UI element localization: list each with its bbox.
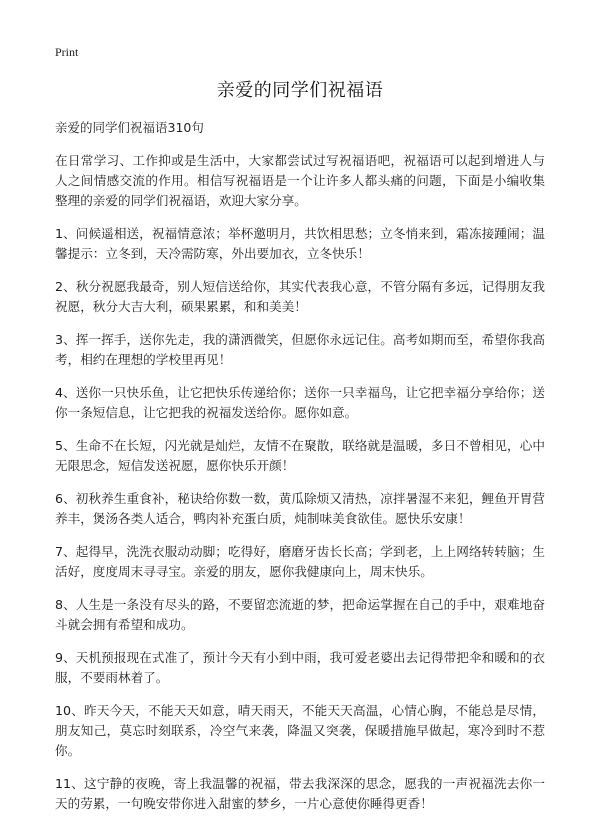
blessing-item-6: 6、初秋养生重食补，秘诀给你数一数，黄瓜除烦又清热，凉拌暑湿不来犯，鲤鱼开胃营养丰，煲汤各类人适合，鸭肉补充蛋白质，炖制味美食欲佳。愿快乐安康！: [55, 491, 545, 526]
blessing-item-9: 9、天机预报现在式准了，预计今天有小到中雨，我可爱老婆出去记得带把伞和暖和的衣服，不要雨林着了。: [55, 650, 545, 685]
blessing-item-1: 1、问候遥相送，祝福情意浓；举杯邀明月，共饮相思愁；立冬悄来到，霜冻接踵闹；温馨提示：立冬到，天冷需防寒，外出要加衣，立冬快乐！: [55, 226, 545, 261]
blessing-item-11: 11、这宁静的夜晚，寄上我温馨的祝福，带去我深深的思念，愿我的一声祝福洗去你一天的劳累，一句晚安带你进入甜蜜的梦乡，一片心意使你睡得更香！: [55, 776, 545, 811]
print-link[interactable]: Print: [55, 45, 79, 59]
article-body: [55, 151, 545, 827]
article-subtitle: 亲爱的同学们祝福语310句: [55, 120, 204, 135]
blessing-item-10: 10、昨天今天，不能天天如意，晴天雨天，不能天天高温，心情心胸，不能总是尽情，朋友知己，莫忘时刻联系，冷空气来袭，降温又突袭，保暖措施早做起，寒冷到时不惹你。: [55, 703, 545, 758]
page-title: 亲爱的同学们祝福语: [216, 80, 384, 101]
blessing-item-4: 4、送你一只快乐鱼，让它把快乐传递给你；送你一只幸福鸟，让它把幸福分享给你；送你一条短信息，让它把我的祝福发送给你。愿你如意。: [55, 385, 545, 420]
intro-paragraph: 在日常学习、工作抑或是生活中，大家都尝试过写祝福语吧，祝福语可以起到增进人与人之间情感交流的作用。相信写祝福语是一个让许多人都头痛的问题，下面是小编收集整理的亲爱的同学们祝福语，欢迎大家分享。: [55, 153, 545, 208]
blessing-item-5: 5、生命不在长短，闪光就是灿烂，友情不在聚散，联络就是温暖，多日不曾相见，心中无限思念，短信发送祝愿，愿你快乐开颜！: [55, 438, 545, 473]
blessing-item-2: 2、秋分祝愿我最奇，别人短信送给你，其实代表我心意，不管分隔有多远，记得朋友我祝愿，秋分大吉大利，硕果累累，和和美美！: [55, 279, 545, 314]
blessing-item-3: 3、挥一挥手，送你先走，我的潇洒微笑，但愿你永远记住。高考如期而至，希望你我高考，相约在理想的学校里再见！: [55, 332, 545, 367]
blessing-item-7: 7、起得早，洗洗衣服动动脚；吃得好，磨磨牙齿长长高；学到老，上上网络转转脑；生活好，度度周末寻寻宝。亲爱的朋友，愿你我健康向上，周末快乐。: [55, 544, 545, 579]
blessing-item-8: 8、人生是一条没有尽头的路，不要留恋流逝的梦，把命运掌握在自己的手中，艰难地奋斗就会拥有希望和成功。: [55, 597, 545, 632]
